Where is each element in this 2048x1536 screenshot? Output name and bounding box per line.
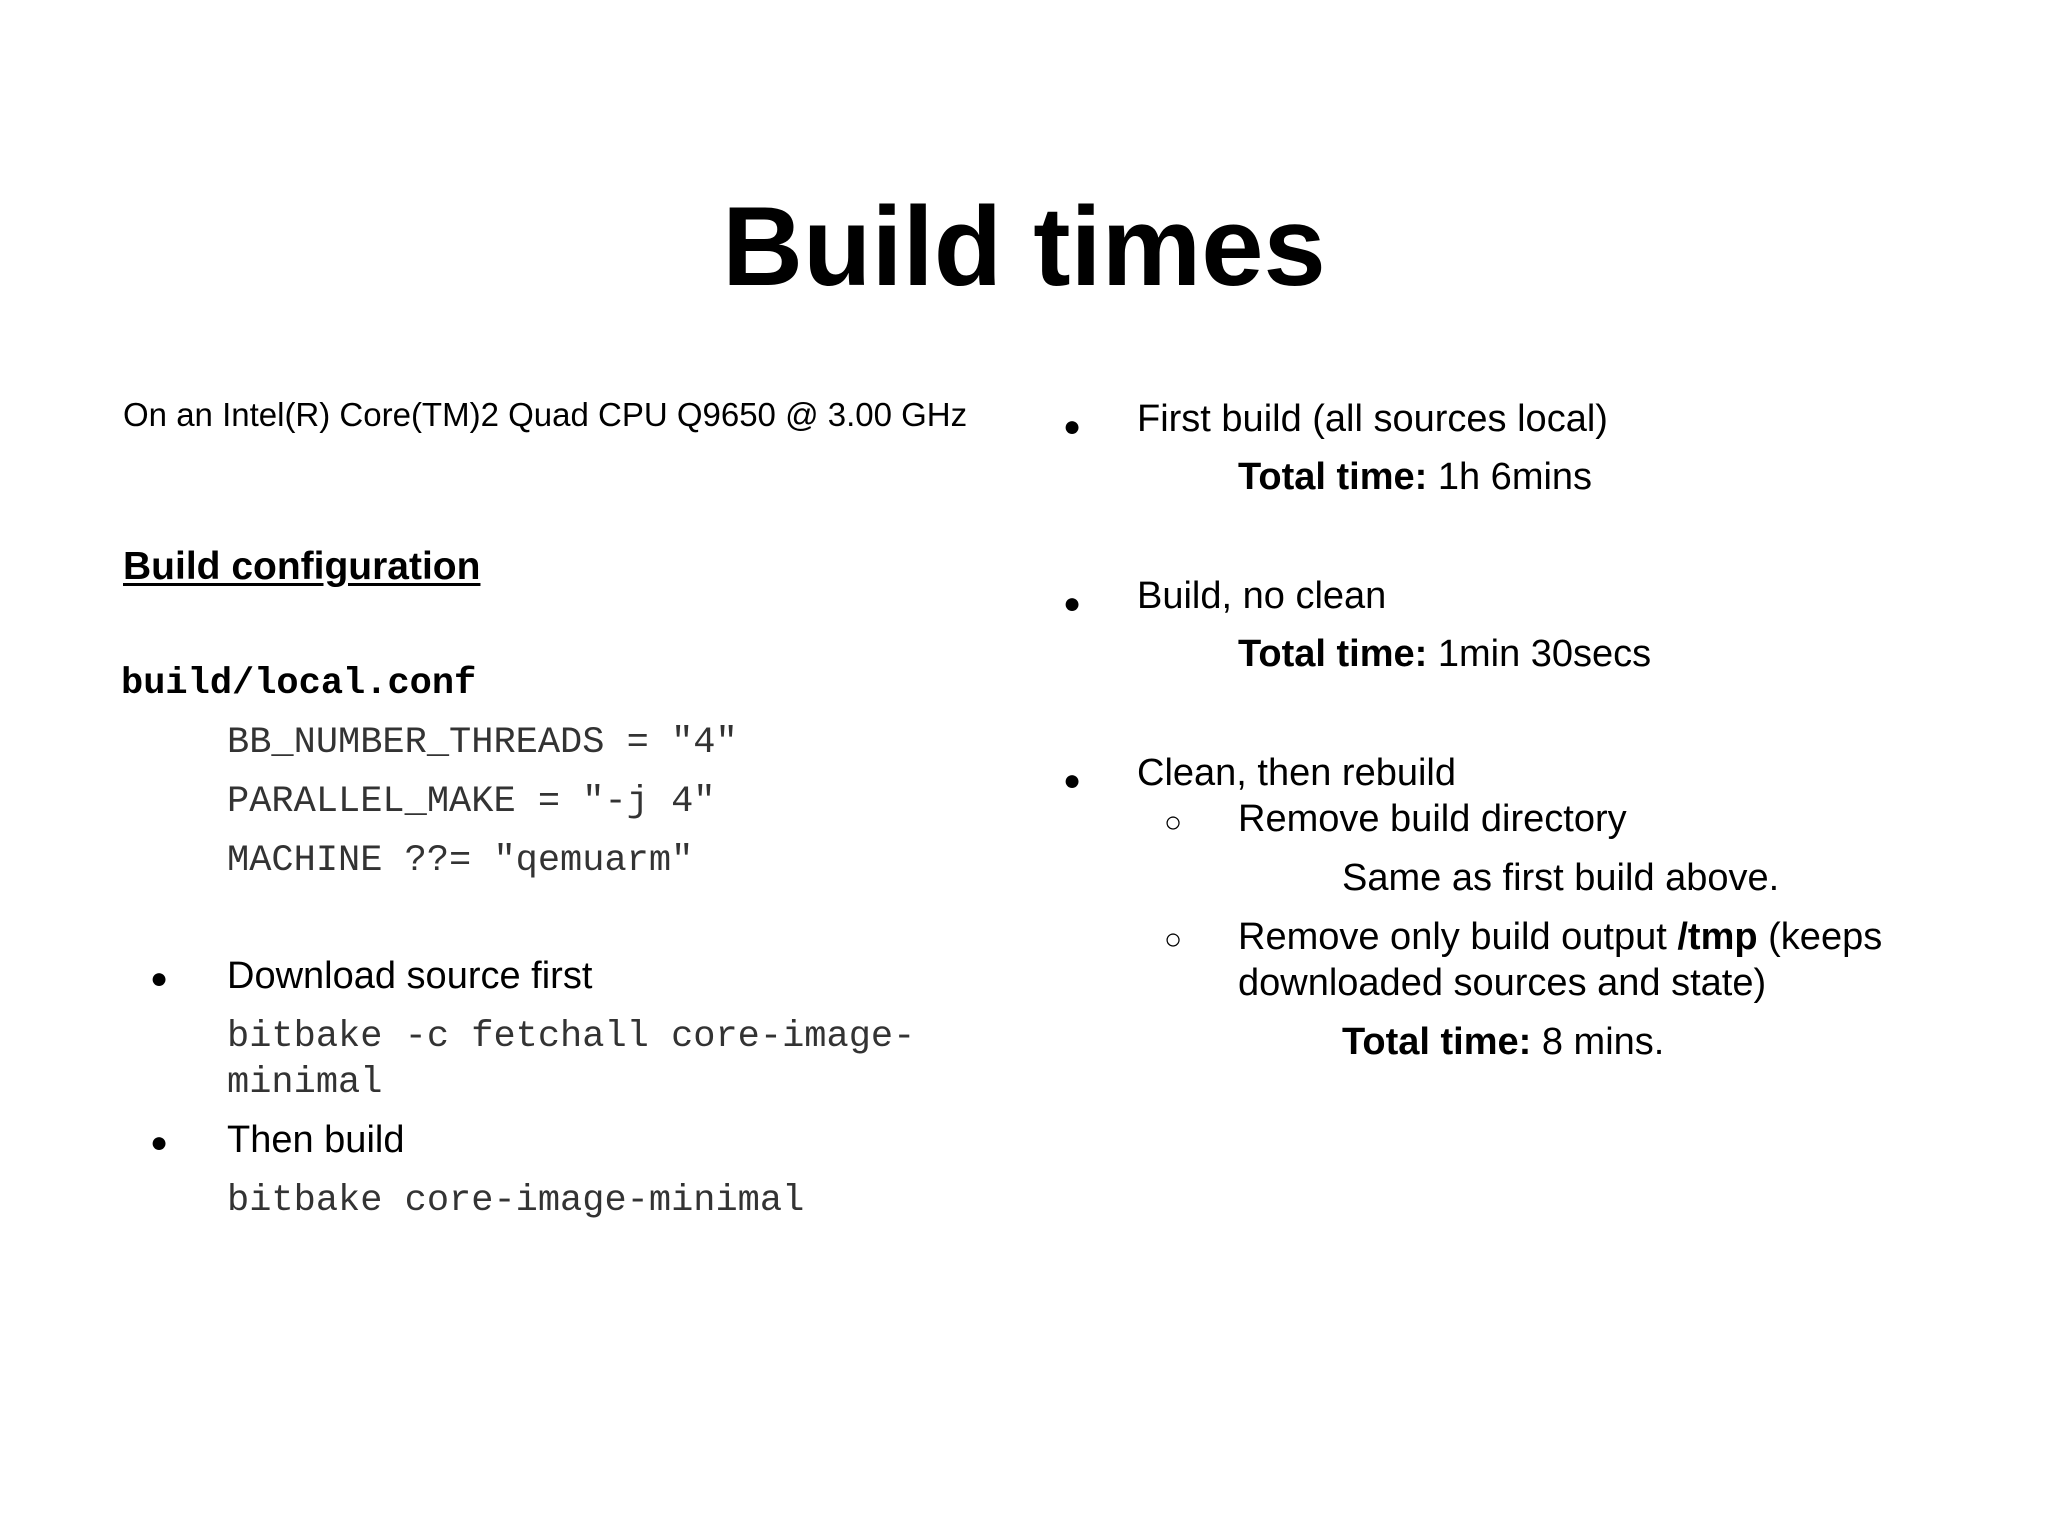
step-build-command: bitbake core-image-minimal <box>227 1180 805 1222</box>
total-time-value: 1h 6mins <box>1437 456 1593 498</box>
total-time-value: 8 mins. <box>1541 1021 1665 1063</box>
total-time-value: 1min 30secs <box>1437 633 1652 675</box>
first-build-total-time <box>1238 456 1592 499</box>
clean-rebuild-label: Clean, then rebuild <box>1137 752 1456 794</box>
total-time-label: Total time: <box>1342 1021 1532 1063</box>
step-build-label: Then build <box>227 1119 405 1161</box>
remove-build-dir-note: Same as first build above. <box>1342 857 1780 899</box>
remove-tmp-label-start: Remove only build output <box>1238 916 1678 958</box>
step-download-label: Download source first <box>227 955 593 997</box>
config-line-parallel-make: PARALLEL_MAKE = "-j 4" <box>227 781 716 823</box>
build-configuration-heading: Build configuration <box>123 545 481 588</box>
bullet-icon: ● <box>150 962 169 995</box>
bullet-icon: ● <box>150 1126 169 1159</box>
sub-bullet-icon: ○ <box>1164 923 1183 956</box>
total-time-label: Total time: <box>1238 456 1428 498</box>
slide-title: Build times <box>722 184 1326 309</box>
bullet-icon: ● <box>1063 410 1082 443</box>
remove-tmp-total-time <box>1342 1021 1664 1064</box>
config-line-machine: MACHINE ??= "qemuarm" <box>227 840 694 882</box>
remove-tmp-label-end: (keeps <box>1757 916 1883 958</box>
bullet-icon: ● <box>1063 764 1082 797</box>
cpu-info: On an Intel(R) Core(TM)2 Quad CPU Q9650 @ 3.00 GHz <box>123 396 968 433</box>
total-time-label: Total time: <box>1238 633 1428 675</box>
bullet-icon: ● <box>1063 587 1082 620</box>
config-line-threads: BB_NUMBER_THREADS = "4" <box>227 722 738 764</box>
remove-tmp-label-line2: downloaded sources and state) <box>1238 962 1767 1004</box>
config-file-name: build/local.conf <box>121 663 477 705</box>
step-download-command-line2: minimal <box>227 1062 383 1104</box>
remove-build-dir-label: Remove build directory <box>1238 798 1627 840</box>
sub-bullet-icon: ○ <box>1164 806 1183 839</box>
first-build-label: First build (all sources local) <box>1137 398 1608 440</box>
remove-tmp-label <box>1238 916 1882 959</box>
step-download-command-line1: bitbake -c fetchall core-image- <box>227 1016 916 1058</box>
no-clean-build-total-time <box>1238 633 1651 676</box>
tmp-path: /tmp <box>1677 916 1758 958</box>
no-clean-build-label: Build, no clean <box>1137 575 1387 617</box>
